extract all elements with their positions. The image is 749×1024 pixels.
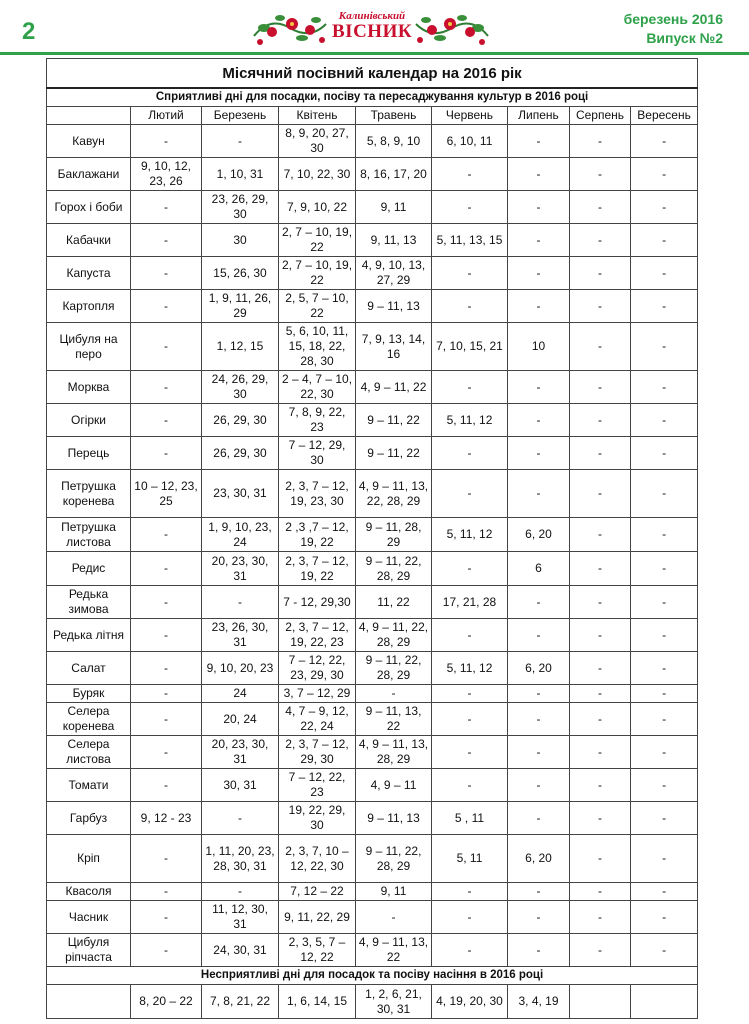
month-header: Серпень xyxy=(570,107,631,125)
day-cell: - xyxy=(570,586,631,619)
day-cell: - xyxy=(508,685,570,703)
day-cell: - xyxy=(131,257,202,290)
crop-name: Кабачки xyxy=(47,224,131,257)
day-cell: 5 , 11 xyxy=(432,802,508,835)
crop-row xyxy=(47,518,698,552)
day-cell: 2, 5, 7 – 10, 22 xyxy=(279,290,356,323)
crop-name: Морква xyxy=(47,371,131,404)
crop-row xyxy=(47,470,698,518)
day-cell: 2, 7 – 10, 19, 22 xyxy=(279,224,356,257)
day-cell: 24, 26, 29, 30 xyxy=(202,371,279,404)
day-cell: - xyxy=(570,552,631,586)
crop-name: Капуста xyxy=(47,257,131,290)
issue-date: березень 2016 xyxy=(623,11,723,27)
masthead-big: ВІСНИК xyxy=(332,21,413,42)
month-header: Лютий xyxy=(131,107,202,125)
day-cell: 23, 26, 30, 31 xyxy=(202,619,279,652)
day-cell: - xyxy=(570,835,631,883)
unfavorable-days-row xyxy=(47,985,698,1019)
day-cell: 9, 10, 12, 23, 26 xyxy=(131,158,202,191)
day-cell: 9 – 11, 28, 29 xyxy=(356,518,432,552)
day-cell: - xyxy=(508,404,570,437)
day-cell: 5, 11, 13, 15 xyxy=(432,224,508,257)
day-cell: - xyxy=(570,703,631,736)
day-cell: - xyxy=(508,290,570,323)
day-cell: 1, 9, 11, 26, 29 xyxy=(202,290,279,323)
day-cell: - xyxy=(631,404,698,437)
day-cell: - xyxy=(570,518,631,552)
day-cell: 6, 20 xyxy=(508,835,570,883)
day-cell: - xyxy=(508,257,570,290)
day-cell: - xyxy=(508,437,570,470)
day-cell: - xyxy=(432,703,508,736)
day-cell: - xyxy=(631,883,698,901)
day-cell: - xyxy=(570,769,631,802)
day-cell: - xyxy=(131,323,202,371)
crop-row xyxy=(47,883,698,901)
day-cell: - xyxy=(570,619,631,652)
day-cell: - xyxy=(131,703,202,736)
day-cell: - xyxy=(432,934,508,967)
unfavorable-day-cell xyxy=(631,985,698,1019)
crop-name: Редька зимова xyxy=(47,586,131,619)
day-cell: - xyxy=(432,371,508,404)
day-cell: 26, 29, 30 xyxy=(202,404,279,437)
day-cell: 24, 30, 31 xyxy=(202,934,279,967)
month-header: Червень xyxy=(432,107,508,125)
month-header: Вересень xyxy=(631,107,698,125)
day-cell: 2, 3, 7 – 12, 29, 30 xyxy=(279,736,356,769)
month-header: Липень xyxy=(508,107,570,125)
day-cell: 9, 11, 22, 29 xyxy=(279,901,356,934)
day-cell: - xyxy=(631,802,698,835)
day-cell: 4, 9, 10, 13, 27, 29 xyxy=(356,257,432,290)
day-cell: - xyxy=(570,685,631,703)
day-cell: 9 – 11, 13, 22 xyxy=(356,703,432,736)
crop-row xyxy=(47,125,698,158)
day-cell: 4, 9 – 11, 13, 22, 28, 29 xyxy=(356,470,432,518)
day-cell: - xyxy=(631,437,698,470)
day-cell: - xyxy=(631,703,698,736)
day-cell: - xyxy=(432,290,508,323)
day-cell: 9 – 11, 22, 28, 29 xyxy=(356,835,432,883)
day-cell: - xyxy=(131,736,202,769)
day-cell: 2, 3, 7 – 12, 19, 22 xyxy=(279,552,356,586)
day-cell: - xyxy=(631,736,698,769)
day-cell: 1, 10, 31 xyxy=(202,158,279,191)
day-cell: 4, 9 – 11, 22, 28, 29 xyxy=(356,619,432,652)
crop-name: Гарбуз xyxy=(47,802,131,835)
day-cell: - xyxy=(131,224,202,257)
day-cell: - xyxy=(432,158,508,191)
day-cell: - xyxy=(432,883,508,901)
masthead-small: Калинівський xyxy=(338,10,406,22)
crop-row xyxy=(47,802,698,835)
day-cell: 5, 8, 9, 10 xyxy=(356,125,432,158)
day-cell: 23, 30, 31 xyxy=(202,470,279,518)
day-cell: - xyxy=(432,619,508,652)
day-cell: 11, 12, 30, 31 xyxy=(202,901,279,934)
day-cell: 20, 23, 30, 31 xyxy=(202,736,279,769)
unfavorable-day-cell xyxy=(570,985,631,1019)
day-cell: - xyxy=(432,769,508,802)
crop-row xyxy=(47,769,698,802)
day-cell: 10 – 12, 23, 25 xyxy=(131,470,202,518)
day-cell: 4, 9 – 11, 22 xyxy=(356,371,432,404)
day-cell: - xyxy=(131,619,202,652)
day-cell: 2, 3, 7 – 12, 19, 22, 23 xyxy=(279,619,356,652)
day-cell: - xyxy=(631,901,698,934)
crop-row xyxy=(47,619,698,652)
crop-name: Цибуля ріпчаста xyxy=(47,934,131,967)
day-cell: - xyxy=(356,685,432,703)
unfavorable-day-cell: 3, 4, 19 xyxy=(508,985,570,1019)
crop-row xyxy=(47,835,698,883)
day-cell: - xyxy=(631,769,698,802)
crop-name: Часник xyxy=(47,901,131,934)
unfavorable-corner-cell xyxy=(47,985,131,1019)
issue-number: Випуск №2 xyxy=(646,30,723,46)
day-cell: 5, 11, 12 xyxy=(432,652,508,685)
day-cell: 6, 10, 11 xyxy=(432,125,508,158)
day-cell: - xyxy=(131,191,202,224)
day-cell: - xyxy=(202,586,279,619)
day-cell: 7 – 12, 22, 23 xyxy=(279,769,356,802)
month-header: Травень xyxy=(356,107,432,125)
crop-name: Селера коренева xyxy=(47,703,131,736)
day-cell: - xyxy=(631,257,698,290)
crop-row xyxy=(47,685,698,703)
day-cell: 4, 7 – 9, 12, 22, 24 xyxy=(279,703,356,736)
crop-name: Квасоля xyxy=(47,883,131,901)
day-cell: - xyxy=(131,901,202,934)
day-cell: 6 xyxy=(508,552,570,586)
day-cell: - xyxy=(131,769,202,802)
day-cell: - xyxy=(631,518,698,552)
day-cell: - xyxy=(570,883,631,901)
day-cell: - xyxy=(131,437,202,470)
day-cell: 5, 11, 12 xyxy=(432,404,508,437)
crop-name: Перець xyxy=(47,437,131,470)
day-cell: - xyxy=(570,934,631,967)
month-header: Квітень xyxy=(279,107,356,125)
day-cell: - xyxy=(508,158,570,191)
day-cell: 1, 11, 20, 23, 28, 30, 31 xyxy=(202,835,279,883)
day-cell: 9, 11 xyxy=(356,191,432,224)
day-cell: - xyxy=(570,371,631,404)
crop-name: Огірки xyxy=(47,404,131,437)
crop-name: Селера листова xyxy=(47,736,131,769)
crop-name: Кріп xyxy=(47,835,131,883)
header-divider xyxy=(0,52,749,55)
unfavorable-day-cell: 1, 2, 6, 21, 30, 31 xyxy=(356,985,432,1019)
day-cell: - xyxy=(508,619,570,652)
day-cell: 2, 7 – 10, 19, 22 xyxy=(279,257,356,290)
day-cell: - xyxy=(631,619,698,652)
unfavorable-day-cell: 7, 8, 21, 22 xyxy=(202,985,279,1019)
unfavorable-days-heading: Несприятливі дні для посадок та посіву насіння в 2016 році xyxy=(47,967,698,985)
day-cell: - xyxy=(131,883,202,901)
flower-ornament-right-icon xyxy=(412,6,492,50)
day-cell: - xyxy=(508,125,570,158)
day-cell: 30, 31 xyxy=(202,769,279,802)
day-cell: - xyxy=(570,257,631,290)
crop-row xyxy=(47,586,698,619)
day-cell: 2 – 4, 7 – 10, 22, 30 xyxy=(279,371,356,404)
day-cell: 5, 11, 12 xyxy=(432,518,508,552)
crop-row xyxy=(47,257,698,290)
day-cell: 7, 12 – 22 xyxy=(279,883,356,901)
day-cell: - xyxy=(131,934,202,967)
day-cell: - xyxy=(570,437,631,470)
day-cell: 7 - 12, 29,30 xyxy=(279,586,356,619)
day-cell: - xyxy=(131,518,202,552)
table-title: Місячний посівний календар на 2016 рік xyxy=(47,59,698,89)
crop-row xyxy=(47,934,698,967)
day-cell: - xyxy=(631,158,698,191)
crop-row xyxy=(47,323,698,371)
day-cell: - xyxy=(202,125,279,158)
day-cell: 10 xyxy=(508,323,570,371)
day-cell: - xyxy=(356,901,432,934)
day-cell: 9, 11, 13 xyxy=(356,224,432,257)
sowing-calendar-table xyxy=(46,58,698,1019)
day-cell: 8, 9, 20, 27, 30 xyxy=(279,125,356,158)
day-cell: 9 – 11, 22, 28, 29 xyxy=(356,652,432,685)
day-cell: 26, 29, 30 xyxy=(202,437,279,470)
crop-row xyxy=(47,652,698,685)
day-cell: 20, 24 xyxy=(202,703,279,736)
crop-row xyxy=(47,736,698,769)
crop-name: Буряк xyxy=(47,685,131,703)
day-cell: 7 – 12, 22, 23, 29, 30 xyxy=(279,652,356,685)
flower-ornament-left-icon xyxy=(250,6,330,50)
day-cell: - xyxy=(131,371,202,404)
day-cell: 7, 8, 9, 22, 23 xyxy=(279,404,356,437)
month-header-row xyxy=(47,107,698,125)
day-cell: - xyxy=(631,835,698,883)
day-cell: 2, 3, 7, 10 – 12, 22, 30 xyxy=(279,835,356,883)
crop-name: Редька літня xyxy=(47,619,131,652)
day-cell: 9, 11 xyxy=(356,883,432,901)
day-cell: 9 – 11, 13 xyxy=(356,290,432,323)
day-cell: 1, 9, 10, 23, 24 xyxy=(202,518,279,552)
day-cell: - xyxy=(432,685,508,703)
crop-name: Петрушка листова xyxy=(47,518,131,552)
crop-name: Петрушка коренева xyxy=(47,470,131,518)
day-cell: - xyxy=(508,224,570,257)
day-cell: - xyxy=(508,371,570,404)
day-cell: - xyxy=(570,802,631,835)
day-cell: 15, 26, 30 xyxy=(202,257,279,290)
day-cell: 9, 12 - 23 xyxy=(131,802,202,835)
crop-row xyxy=(47,158,698,191)
day-cell: - xyxy=(202,802,279,835)
unfavorable-day-cell: 8, 20 – 22 xyxy=(131,985,202,1019)
day-cell: - xyxy=(631,323,698,371)
day-cell: - xyxy=(432,257,508,290)
day-cell: - xyxy=(508,191,570,224)
day-cell: - xyxy=(508,586,570,619)
day-cell: 1, 12, 15 xyxy=(202,323,279,371)
day-cell: - xyxy=(570,901,631,934)
crop-row xyxy=(47,437,698,470)
day-cell: - xyxy=(508,769,570,802)
day-cell: 4, 9 – 11 xyxy=(356,769,432,802)
day-cell: - xyxy=(508,934,570,967)
day-cell: - xyxy=(570,191,631,224)
day-cell: 9 – 11, 22, 28, 29 xyxy=(356,552,432,586)
issue-info xyxy=(624,10,723,48)
day-cell: 7, 10, 15, 21 xyxy=(432,323,508,371)
day-cell: 3, 7 – 12, 29 xyxy=(279,685,356,703)
crop-row xyxy=(47,224,698,257)
day-cell: 9 – 11, 13 xyxy=(356,802,432,835)
crop-name: Баклажани xyxy=(47,158,131,191)
day-cell: - xyxy=(432,736,508,769)
day-cell: 4, 9 – 11, 13, 28, 29 xyxy=(356,736,432,769)
unfavorable-day-cell: 1, 6, 14, 15 xyxy=(279,985,356,1019)
day-cell: 24 xyxy=(202,685,279,703)
day-cell: 7, 9, 13, 14, 16 xyxy=(356,323,432,371)
day-cell: 4, 9 – 11, 13, 22 xyxy=(356,934,432,967)
day-cell: - xyxy=(631,191,698,224)
day-cell: 6, 20 xyxy=(508,518,570,552)
day-cell: - xyxy=(631,685,698,703)
day-cell: - xyxy=(508,736,570,769)
day-cell: 7 – 12, 29, 30 xyxy=(279,437,356,470)
day-cell: 7, 9, 10, 22 xyxy=(279,191,356,224)
crop-name: Картопля xyxy=(47,290,131,323)
day-cell: - xyxy=(508,883,570,901)
day-cell: 7, 10, 22, 30 xyxy=(279,158,356,191)
crop-name: Кавун xyxy=(47,125,131,158)
masthead-title xyxy=(332,10,412,42)
day-cell: - xyxy=(631,470,698,518)
day-cell: 9 – 11, 22 xyxy=(356,404,432,437)
month-header: Березень xyxy=(202,107,279,125)
day-cell: - xyxy=(570,323,631,371)
day-cell: - xyxy=(202,883,279,901)
day-cell: - xyxy=(131,552,202,586)
day-cell: 2, 3, 5, 7 – 12, 22 xyxy=(279,934,356,967)
day-cell: - xyxy=(131,404,202,437)
day-cell: - xyxy=(631,371,698,404)
day-cell: - xyxy=(131,290,202,323)
day-cell: - xyxy=(131,125,202,158)
day-cell: 9 – 11, 22 xyxy=(356,437,432,470)
day-cell: - xyxy=(508,901,570,934)
page-number: 2 xyxy=(22,18,36,45)
day-cell: - xyxy=(508,703,570,736)
crop-row xyxy=(47,191,698,224)
day-cell: - xyxy=(631,586,698,619)
day-cell: 9, 10, 20, 23 xyxy=(202,652,279,685)
day-cell: 17, 21, 28 xyxy=(432,586,508,619)
day-cell: 19, 22, 29, 30 xyxy=(279,802,356,835)
day-cell: 20, 23, 30, 31 xyxy=(202,552,279,586)
crop-name: Горох і боби xyxy=(47,191,131,224)
crop-row xyxy=(47,703,698,736)
day-cell: - xyxy=(570,736,631,769)
day-cell: 8, 16, 17, 20 xyxy=(356,158,432,191)
day-cell: - xyxy=(631,290,698,323)
day-cell: - xyxy=(570,224,631,257)
day-cell: - xyxy=(631,125,698,158)
crop-row xyxy=(47,404,698,437)
day-cell: - xyxy=(570,404,631,437)
crop-name: Томати xyxy=(47,769,131,802)
day-cell: - xyxy=(131,835,202,883)
corner-cell xyxy=(47,107,131,125)
day-cell: - xyxy=(432,191,508,224)
masthead xyxy=(250,6,490,50)
day-cell: - xyxy=(570,158,631,191)
day-cell: - xyxy=(432,437,508,470)
day-cell: - xyxy=(432,552,508,586)
crop-name: Редис xyxy=(47,552,131,586)
unfavorable-day-cell: 4, 19, 20, 30 xyxy=(432,985,508,1019)
crop-row xyxy=(47,552,698,586)
crop-name: Цибуля на перо xyxy=(47,323,131,371)
day-cell: - xyxy=(131,586,202,619)
day-cell: - xyxy=(508,802,570,835)
day-cell: 30 xyxy=(202,224,279,257)
day-cell: - xyxy=(570,290,631,323)
day-cell: - xyxy=(432,470,508,518)
day-cell: - xyxy=(131,685,202,703)
day-cell: 2 ,3 ,7 – 12, 19, 22 xyxy=(279,518,356,552)
day-cell: - xyxy=(570,470,631,518)
day-cell: - xyxy=(432,901,508,934)
day-cell: - xyxy=(508,470,570,518)
crop-name: Салат xyxy=(47,652,131,685)
day-cell: 5, 6, 10, 11, 15, 18, 22, 28, 30 xyxy=(279,323,356,371)
day-cell: 23, 26, 29, 30 xyxy=(202,191,279,224)
day-cell: - xyxy=(631,224,698,257)
crop-row xyxy=(47,371,698,404)
day-cell: - xyxy=(131,652,202,685)
favorable-days-heading: Сприятливі дні для посадки, посіву та пересаджування культур в 2016 році xyxy=(47,88,698,107)
crop-row xyxy=(47,901,698,934)
day-cell: 11, 22 xyxy=(356,586,432,619)
day-cell: - xyxy=(570,125,631,158)
day-cell: - xyxy=(570,652,631,685)
day-cell: - xyxy=(631,552,698,586)
day-cell: - xyxy=(631,652,698,685)
day-cell: 5, 11 xyxy=(432,835,508,883)
day-cell: 2, 3, 7 – 12, 19, 23, 30 xyxy=(279,470,356,518)
crop-row xyxy=(47,290,698,323)
day-cell: - xyxy=(631,934,698,967)
day-cell: 6, 20 xyxy=(508,652,570,685)
